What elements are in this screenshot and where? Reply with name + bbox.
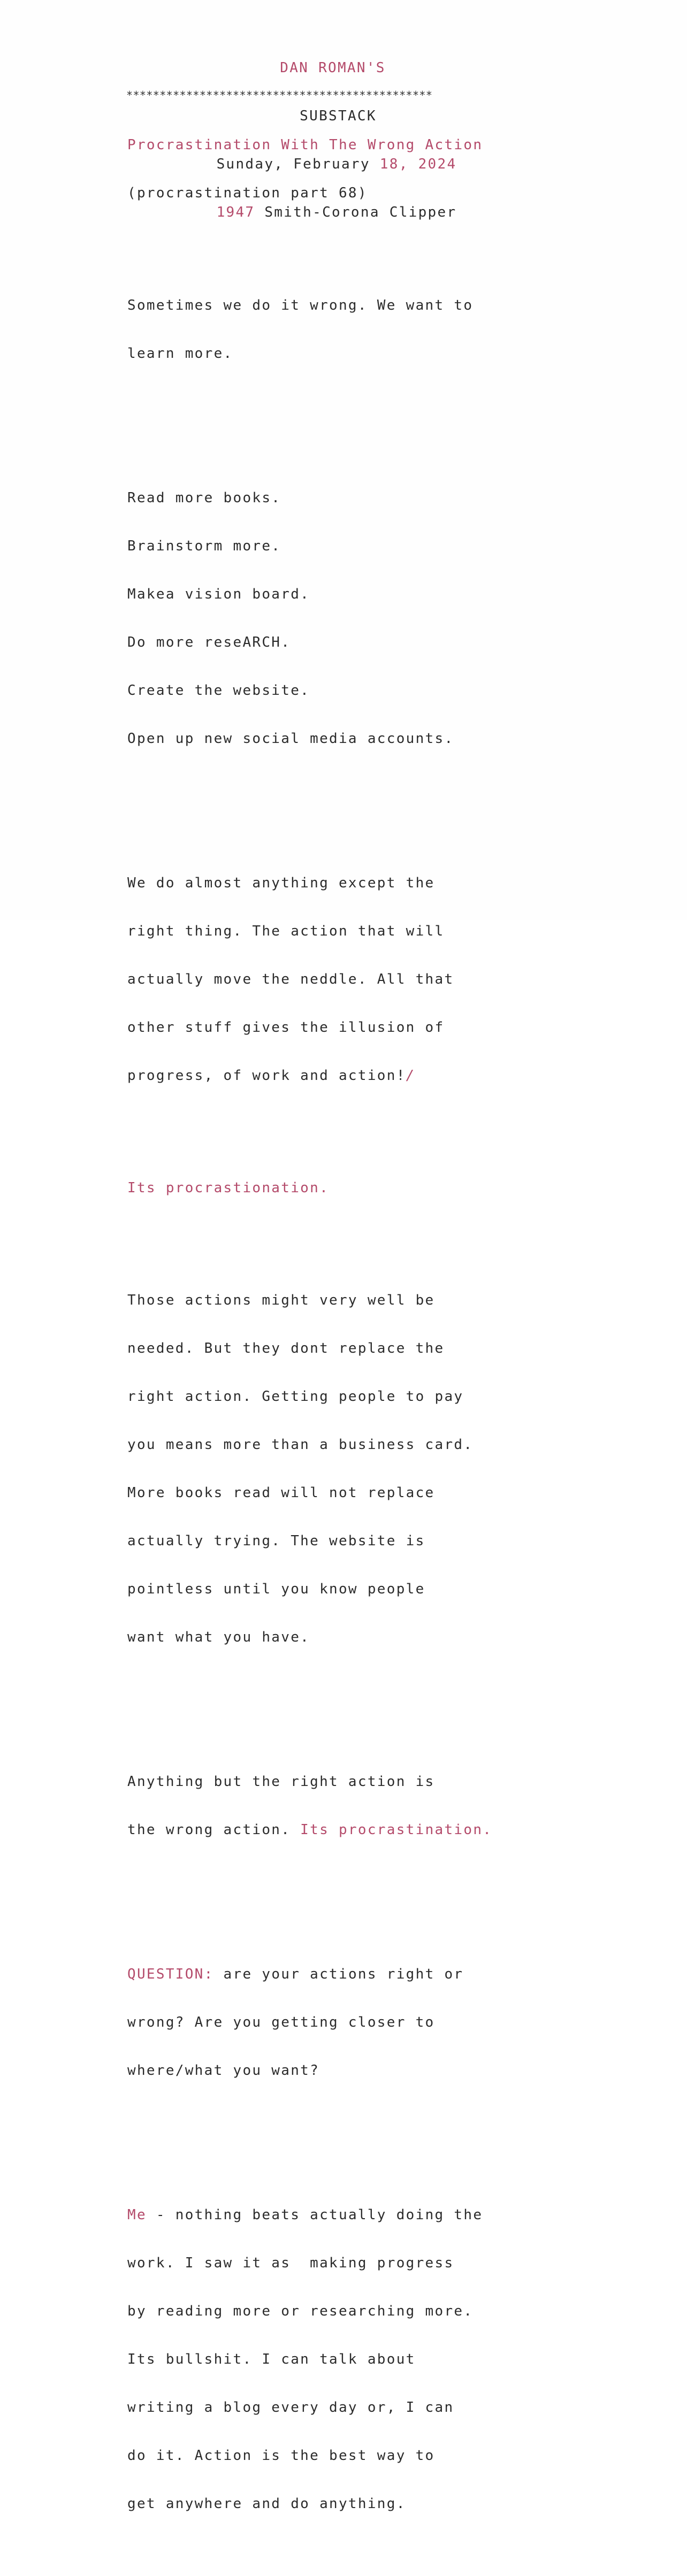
post-title: Procrastination With The Wrong Action: [127, 137, 483, 153]
text-line: More books read will not replace: [127, 1485, 435, 1501]
callout-line: Its procrastionation.: [127, 1180, 330, 1196]
text-line: learn more.: [127, 346, 233, 362]
list-item: Do more reseARCH.: [127, 634, 291, 650]
text-line: right thing. The action that will: [127, 923, 445, 939]
text-line: where/what you want?: [127, 2063, 320, 2079]
star-divider: **********************************************: [126, 89, 433, 102]
text-line: [127, 1966, 492, 1982]
text-line-part: - nothing beats actually doing the: [146, 2207, 483, 2223]
text-line: [127, 1068, 492, 1084]
date-suffix: 18, 2024: [379, 156, 457, 172]
text-line-content: progress, of work and action!: [127, 1068, 406, 1084]
typewriter-year: 1947: [216, 204, 255, 220]
text-line: right action. Getting people to pay: [127, 1389, 464, 1405]
list-item: Makea vision board.: [127, 586, 310, 602]
text-line: other stuff gives the illusion of: [127, 1019, 445, 1036]
text-line: [127, 2207, 492, 2223]
paragraph-actions: [127, 1260, 492, 1677]
paragraph-illusion: [127, 843, 492, 1116]
question-label: QUESTION:: [127, 1966, 214, 1982]
author-line: DAN ROMAN'S: [280, 60, 386, 76]
post-body: [127, 105, 492, 2576]
date-prefix: Sunday, February: [216, 156, 380, 172]
text-line: needed. But they dont replace the: [127, 1340, 445, 1356]
question-paragraph: [127, 1934, 492, 2111]
text-line: Anything but the right action is: [127, 1774, 435, 1790]
text-line: pointless until you know people: [127, 1581, 425, 1597]
paragraph-right-action: [127, 1742, 492, 1870]
typewriter-name: Smith-Corona Clipper: [255, 204, 457, 220]
text-line: Its bullshit. I can talk about: [127, 2351, 416, 2367]
me-label: Me: [127, 2207, 147, 2223]
text-line-part: the wrong action.: [127, 1822, 301, 1838]
list-item: Create the website.: [127, 683, 310, 699]
text-line: writing a blog every day or, I can: [127, 2399, 454, 2416]
list-item: Open up new social media accounts.: [127, 731, 454, 747]
correction-mark: /: [406, 1068, 416, 1084]
text-line: want what you have.: [127, 1629, 310, 1645]
text-line: by reading more or researching more.: [127, 2303, 474, 2319]
text-line: do it. Action is the best way to: [127, 2448, 435, 2464]
text-line: work. I saw it as making progress: [127, 2255, 454, 2271]
text-line: We do almost anything except the: [127, 875, 435, 891]
text-line: wrong? Are you getting closer to: [127, 2014, 435, 2030]
action-list: [127, 458, 492, 779]
highlight-phrase: Its procrastination.: [300, 1822, 493, 1838]
text-line: [127, 1822, 492, 1838]
text-line: get anywhere and do anything.: [127, 2496, 406, 2512]
text-line: Sometimes we do it wrong. We want to: [127, 297, 474, 313]
text-line-part: are your actions right or: [213, 1966, 464, 1982]
text-line: Those actions might very well be: [127, 1292, 435, 1308]
post-subtitle: (procrastination part 68): [127, 185, 368, 201]
me-paragraph: [127, 2175, 492, 2544]
list-item: Brainstorm more.: [127, 538, 281, 554]
text-line: you means more than a business card.: [127, 1437, 474, 1453]
text-line: actually trying. The website is: [127, 1533, 425, 1549]
intro-paragraph: [127, 265, 492, 394]
list-item: Read more books.: [127, 490, 281, 506]
publication-line: SUBSTACK: [300, 108, 377, 124]
text-line: actually move the neddle. All that: [127, 971, 454, 987]
